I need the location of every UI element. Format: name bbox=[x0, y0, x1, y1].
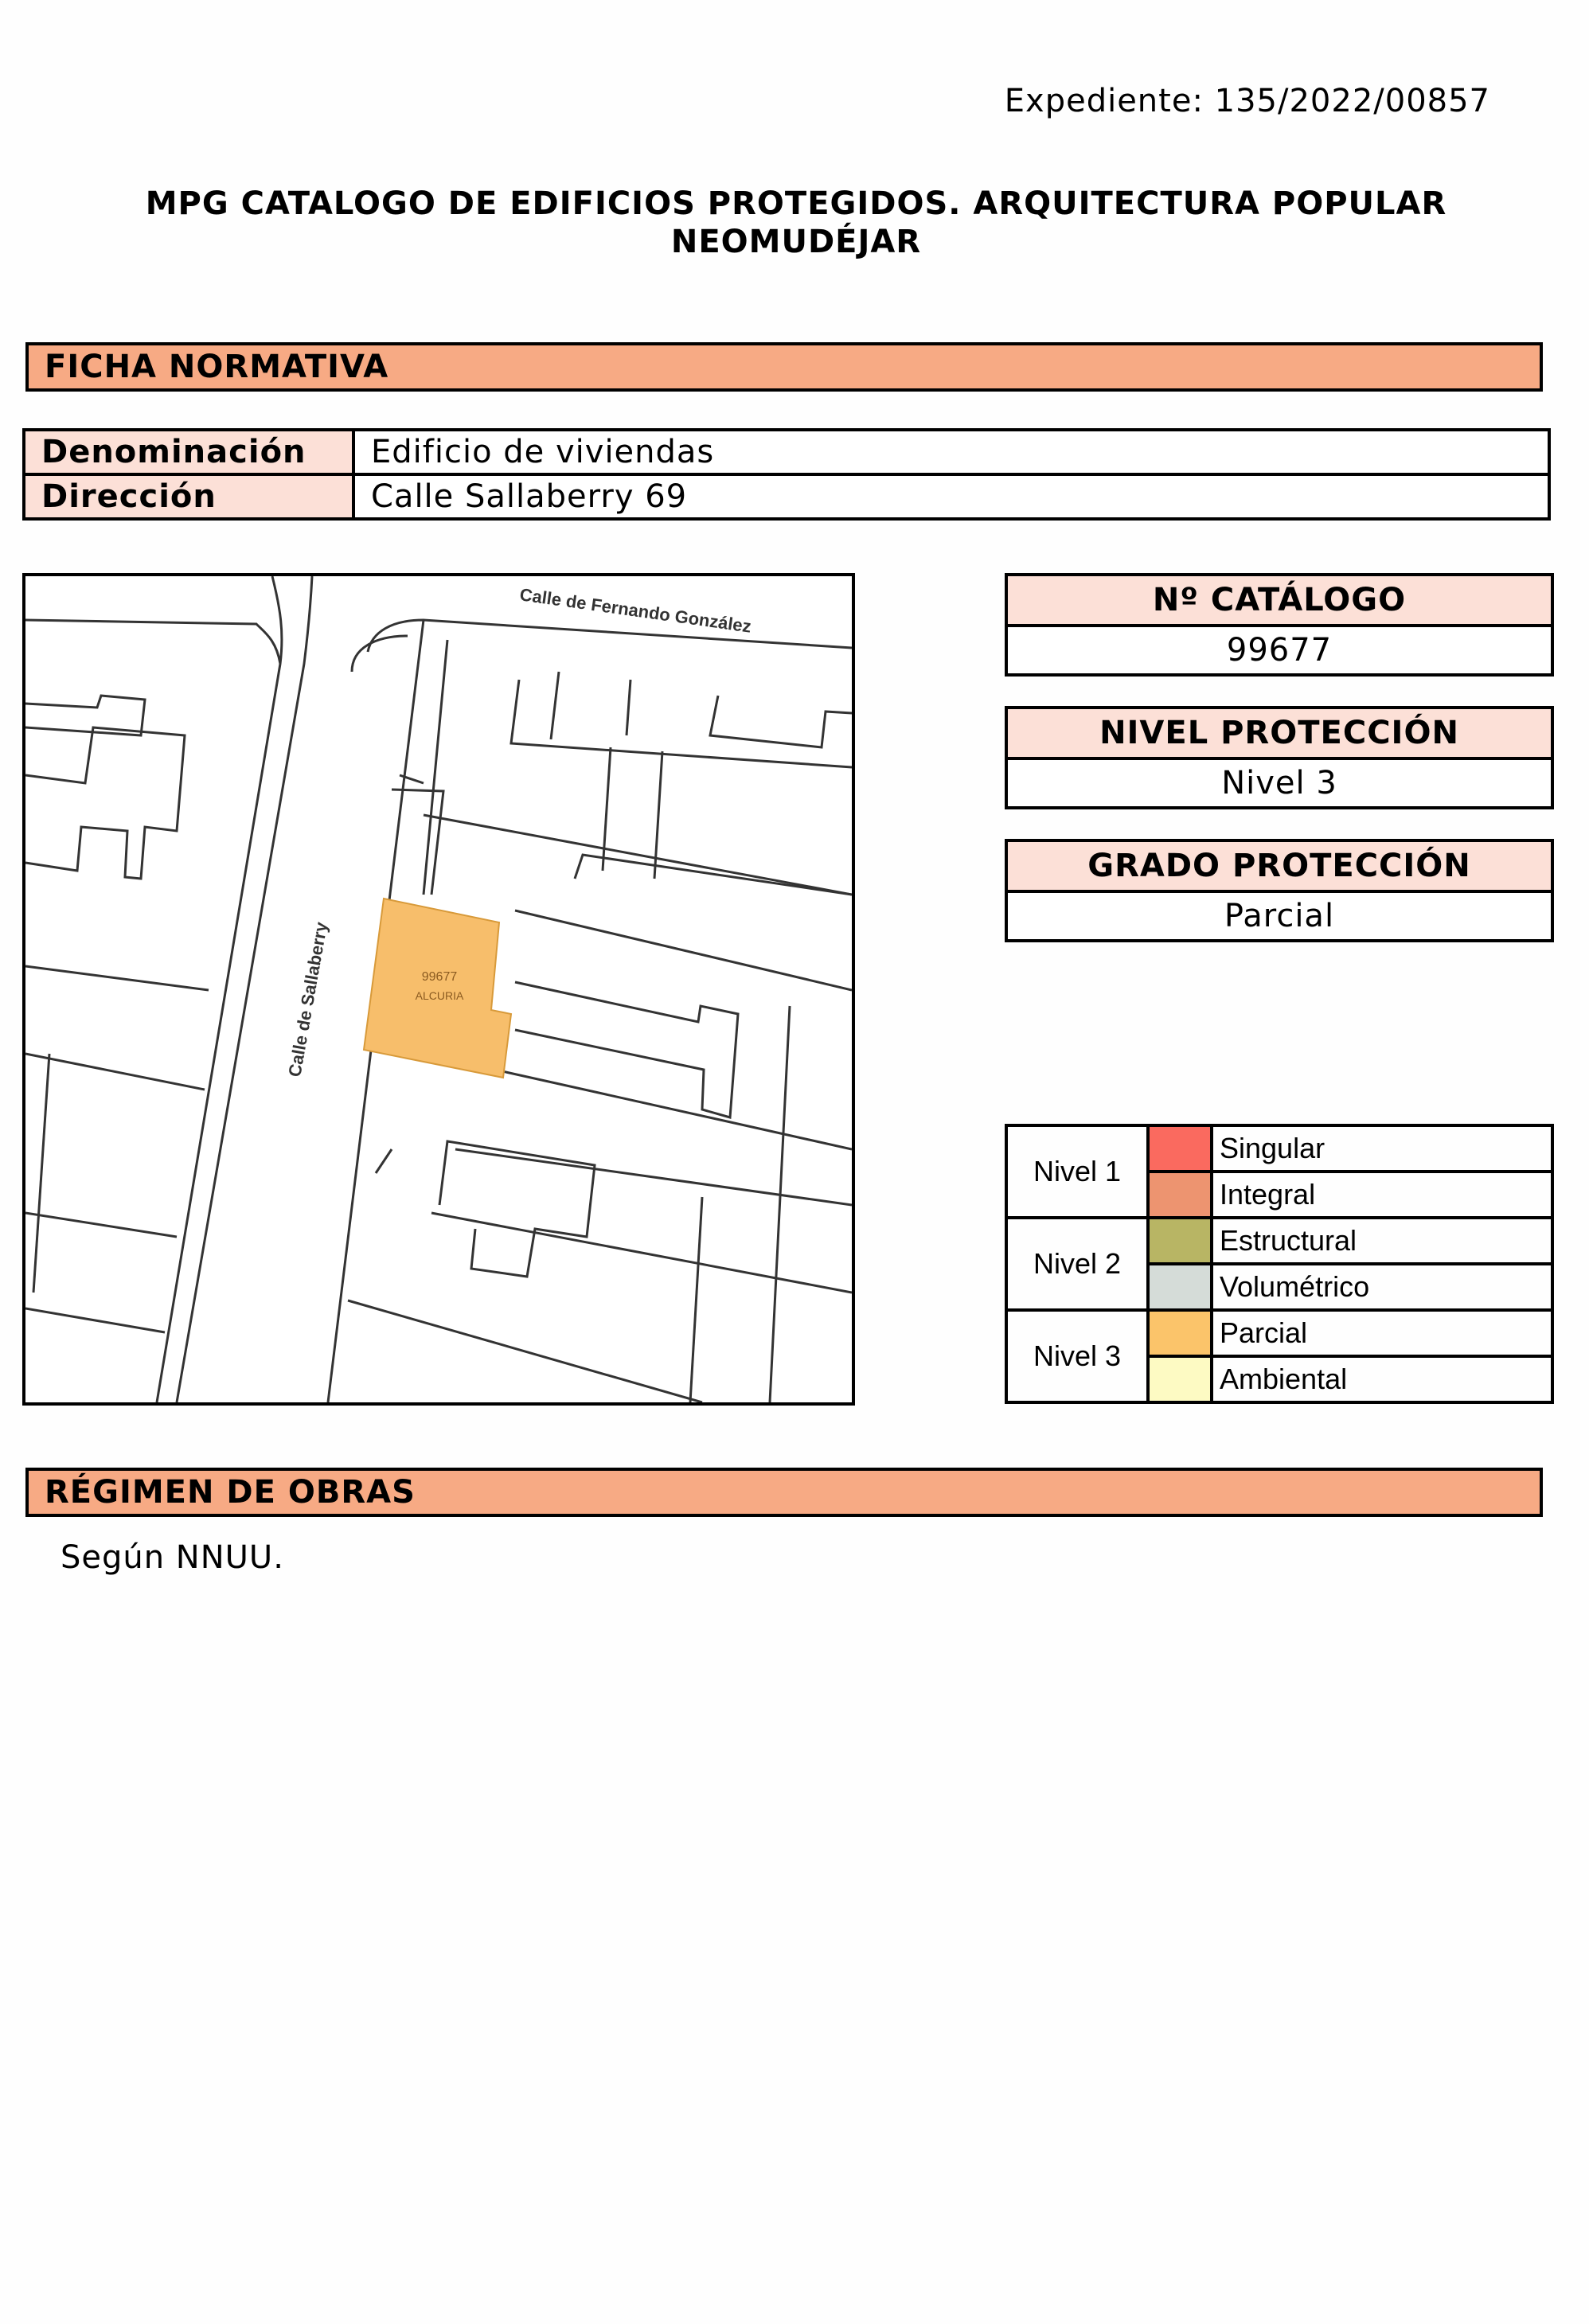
denominacion-label: Denominación bbox=[24, 430, 353, 474]
nivel-proteccion-value: Nivel 3 bbox=[1008, 760, 1551, 806]
nivel-proteccion-heading: NIVEL PROTECCIÓN bbox=[1008, 709, 1551, 760]
legend-label-parcial: Parcial bbox=[1212, 1310, 1552, 1356]
map-canvas bbox=[25, 576, 852, 1402]
grado-proteccion-card bbox=[1005, 839, 1554, 942]
direccion-value: Calle Sallaberry 69 bbox=[353, 474, 1549, 519]
title-line-1: MPG CATALOGO DE EDIFICIOS PROTEGIDOS. ARQUITECTURA POPULAR bbox=[145, 185, 1447, 222]
legend-label-ambiental: Ambiental bbox=[1212, 1356, 1552, 1402]
location-map bbox=[22, 573, 855, 1406]
street-label-fernando-gonzalez: Calle de Fernando González bbox=[518, 584, 753, 637]
legend-label-integral: Integral bbox=[1212, 1172, 1552, 1218]
legend-nivel-1: Nivel 1 bbox=[1006, 1125, 1148, 1218]
regimen-obras-text: Según NNUU. bbox=[61, 1539, 284, 1576]
nivel-proteccion-card bbox=[1005, 706, 1554, 809]
legend-label-volumetrico: Volumétrico bbox=[1212, 1264, 1552, 1310]
legend-swatch-estructural bbox=[1148, 1218, 1212, 1264]
legend-nivel-2: Nivel 2 bbox=[1006, 1218, 1148, 1310]
expediente-number: Expediente: 135/2022/00857 bbox=[1004, 83, 1490, 119]
catalogo-card bbox=[1005, 573, 1554, 677]
legend-swatch-volumetrico bbox=[1148, 1264, 1212, 1310]
ficha-table bbox=[22, 428, 1551, 521]
denominacion-value: Edificio de viviendas bbox=[353, 430, 1549, 474]
legend-swatch-parcial bbox=[1148, 1310, 1212, 1356]
legend-nivel-3: Nivel 3 bbox=[1006, 1310, 1148, 1402]
catalogo-value: 99677 bbox=[1008, 627, 1551, 673]
legend-label-singular: Singular bbox=[1212, 1125, 1552, 1172]
title-line-2: NEOMUDÉJAR bbox=[670, 224, 922, 260]
grado-proteccion-heading: GRADO PROTECCIÓN bbox=[1008, 842, 1551, 893]
legend-swatch-ambiental bbox=[1148, 1356, 1212, 1402]
parcel-label-2: ALCURIA bbox=[415, 989, 464, 1002]
legend-swatch-integral bbox=[1148, 1172, 1212, 1218]
ficha-normativa-heading: FICHA NORMATIVA bbox=[25, 342, 1543, 392]
table-row bbox=[24, 474, 1549, 519]
regimen-obras-heading: RÉGIMEN DE OBRAS bbox=[25, 1468, 1543, 1517]
parcel-label-1: 99677 bbox=[421, 970, 458, 984]
legend-label-estructural: Estructural bbox=[1212, 1218, 1552, 1264]
protected-parcel[interactable] bbox=[364, 899, 511, 1078]
legend-row bbox=[1006, 1310, 1552, 1356]
legend-row bbox=[1006, 1125, 1552, 1172]
grado-proteccion-value: Parcial bbox=[1008, 893, 1551, 939]
catalogo-heading: Nº CATÁLOGO bbox=[1008, 576, 1551, 627]
legend-swatch-singular bbox=[1148, 1125, 1212, 1172]
direccion-label: Dirección bbox=[24, 474, 353, 519]
table-row bbox=[24, 430, 1549, 474]
legend-row bbox=[1006, 1218, 1552, 1264]
page-title bbox=[111, 185, 1481, 261]
protection-legend bbox=[1005, 1124, 1554, 1404]
street-label-sallaberry: Calle de Sallaberry bbox=[284, 920, 332, 1078]
